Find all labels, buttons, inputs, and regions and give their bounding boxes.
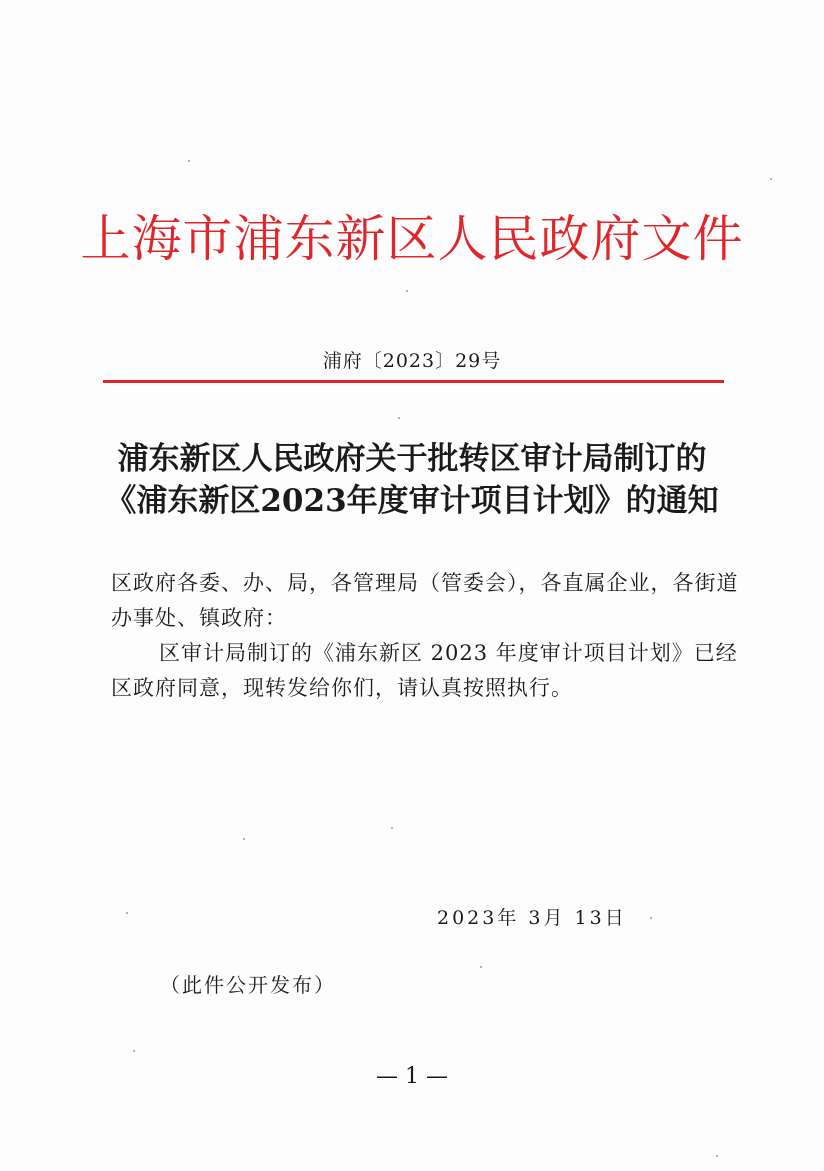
body-line-recipients-2: 办事处、镇政府： bbox=[111, 606, 287, 630]
publication-note: （此件公开发布） bbox=[160, 973, 336, 997]
page-number: — 1 — bbox=[376, 1064, 448, 1089]
scan-speck bbox=[126, 912, 128, 914]
notice-title-line-1: 浦东新区人民政府关于批转区审计局制订的 bbox=[117, 441, 707, 477]
scan-speck bbox=[398, 417, 400, 419]
scan-speck bbox=[650, 917, 652, 919]
notice-body bbox=[111, 566, 739, 706]
scan-speck bbox=[133, 1050, 135, 1052]
body-line-content-2: 区政府同意，现转发给你们，请认真按照执行。 bbox=[111, 676, 573, 700]
body-line-content-1: 区审计局制订的《浦东新区 2023 年度审计项目计划》已经 bbox=[159, 641, 738, 665]
notice-title-line-2: 《浦东新区2023年度审计项目计划》的通知 bbox=[105, 483, 719, 519]
scan-speck bbox=[716, 1155, 718, 1157]
body-line-recipients-1: 区政府各委、办、局，各管理局（管委会），各直属企业，各街道 bbox=[111, 571, 739, 595]
scan-speck bbox=[391, 827, 393, 829]
scan-speck bbox=[406, 290, 408, 292]
scan-speck bbox=[770, 178, 772, 180]
scan-speck bbox=[480, 966, 482, 968]
scan-speck bbox=[243, 838, 245, 840]
notice-title bbox=[0, 438, 824, 522]
document-header-title: 上海市浦东新区人民政府文件 bbox=[80, 210, 744, 268]
document-date: 2023年 3月 13日 bbox=[437, 907, 627, 929]
red-divider-line bbox=[103, 380, 724, 383]
scan-speck bbox=[188, 160, 190, 162]
document-number: 浦府〔2023〕29号 bbox=[322, 350, 502, 372]
